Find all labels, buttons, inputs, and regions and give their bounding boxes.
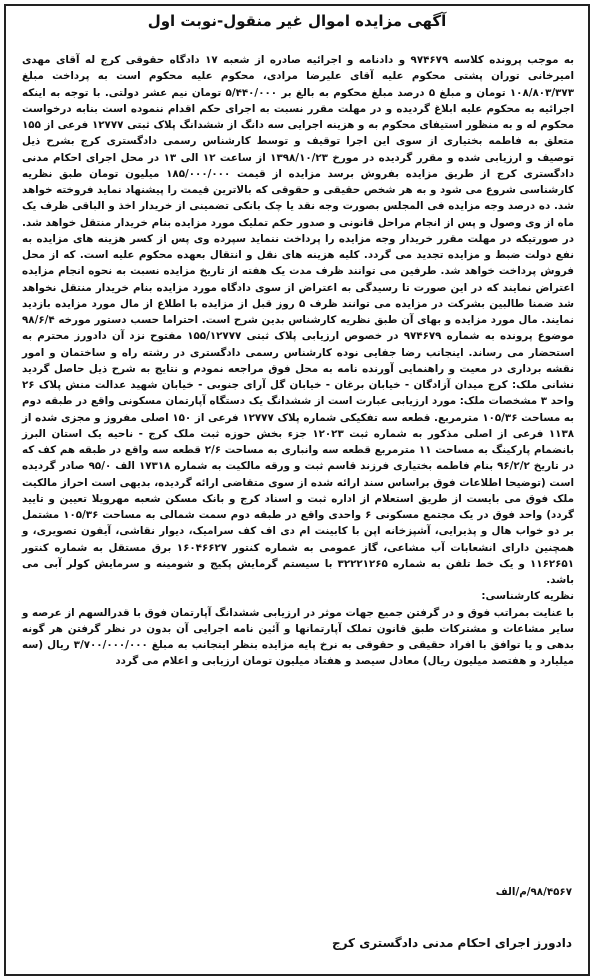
notice-reference-number: ۹۸/۴۵۶۷/م/الف bbox=[495, 886, 572, 898]
notice-title: آگهی مزایده اموال غیر منقول-نوبت اول bbox=[147, 12, 447, 30]
notice-body bbox=[22, 52, 574, 670]
notice-main-paragraph: به موجب پرونده کلاسه ۹۷۴۶۷۹ و دادنامه و اجرائیه صادره از شعبه ۱۷ دادگاه حقوقی کرج له آقای مهدی امیرخانی توران پشتی محکوم علیه آقای علیرضا مرادی، محکوم علیه محکوم است به پرداخت مبلغ ۱۰۸/۸۰۳/۳۷۳ تومان و مبلغ ۵ درصد مبلغ محکوم به بالغ بر ۵/۴۴۰/۰۰۰ تومان نیم عشر دولتی. با توجه به اینکه اجرائیه به محکوم علیه ابلاغ گردیده و در مهلت مقرر نسبت به اجرای حکم اقدام ننموده است بنابه درخواست محکوم له و به منظور استیفای محکوم به و هزینه اجرایی سه دانگ از ششدانگ پلاک ثبتی ۱۲۷۷۷ فرعی از ۱۵۵ متعلق به فاطمه بختیاری از سوی این اجرا توقیف و توسط کارشناس رسمی دادگستری کرج بشرح ذیل توصیف و ارزیابی شده و مقرر گردیده در مورخ ۱۳۹۸/۱۰/۲۳ از ساعت ۱۲ الی ۱۳ در محل اجرای احکام مدنی دادگستری کرج از طریق مزایده بفروش برسد مزایده از قیمت ۱۸۵/۰۰۰/۰۰۰ میلیون تومان طبق نظریه کارشناسی شروع می شود و به هر شخص حقیقی و حقوقی که بالاترین قیمت را پیشنهاد نماید فروخته خواهد شد. ده درصد وجه مزایده فی المجلس بصورت وجه نقد یا چک بانکی تضمینی از خریدار اخذ و الباقی ظرف یک ماه از وی وصول و پس از انجام مراحل قانونی و صدور حکم تملیک مورد مزایده بنام خریدار منتقل خواهد شد. در صورتیکه در مهلت مقرر خریدار وجه مزایده را پرداخت ننماید سپرده وی پس از کسر هزینه های مزایده به نفع دولت ضبط و مزایده تجدید می گردد. کلیه هزینه های نقل و انتقال بعهده محکوم علیه است. که از محل فروش پرداخت خواهد شد. طرفین می توانند ظرف مدت یک هفته از تاریخ مزایده نسبت به نحوه انجام مزایده اعتراض نمایند که در این صورت تا رسیدگی به اعتراض از سوی دادگاه مورد مزایده بنام خریدار منتقل نخواهد شد ضمنا طالبین بشرکت در مزایده می توانند ظرف ۵ روز قبل از مزایده با اطلاع از مال مورد مزایده بازدید نمایند. مال مورد مزایده و بهای آن طبق نظریه کارشناس بدین شرح است. احتراما حسب دستور مورخه ۹۸/۶/۴ موضوع پرونده به شماره ۹۷۴۶۷۹ در خصوص ارزیابی پلاک ثبتی ۱۵۵/۱۲۷۷۷ مفتوح نزد آن دادورز محترم به استحضار می رساند. اینجانب رضا جفایی نوده کارشناس رسمی دادگستری در رشته راه و ساختمان و امور نقشه برداری در معیت و راهنمایی آورنده نامه به محل فوق مراجعه نمودم و نتایج به شرح ذیل حاصل گردید نشانی ملک: کرج میدان آزادگان - خیابان برغان - خیابان گل آرای جنوبی - خیابان شهید عدالت منش پلاک ۲۶ واحد ۳ مشخصات ملک: مورد ارزیابی عبارت است از ششدانگ یک دستگاه آپارتمان مسکونی واقع در طبقه دوم به مساحت ۱۰۵/۳۶ مترمربع. قطعه سه تفکیکی شماره پلاک ۱۲۷۷۷ فرعی از ۱۵۰ اصلی مفروز و مجزی شده از ۱۱۳۸ فرعی از اصلی مذکور به شماره ثبت ۱۲۰۲۳ جزء بخش حوزه ثبت ملک کرج - ناحیه یک استان البرز بانضمام پارکینگ به مساحت ۱۱ مترمربع قطعه سه وانباری به مساحت ۲/۶ قطعه سه واقع در طبقه هم کف که در تاریخ ۹۶/۲/۲ بنام فاطمه بختیاری فرزند قاسم ثبت و ورقه مالکیت به شماره ۱۷۳۱۸ الف ۹۵/۰ صادر گردیده است (توضیحا اطلاعات فوق براساس سند ارائه شده از سوی متقاضی ارائه گردیده، بدیهی است احراز مالکیت ملک فوق می بایست از طریق استعلام از اداره ثبت و اسناد کرج و بانک مسکن شعبه مهرویلا تعیین و تایید گردد) واحد فوق در یک مجتمع مسکونی ۶ واحدی واقع در طبقه دوم سمت شمالی به مساحت ۱۰۵/۳۶ مشتمل بر دو خواب هال و پذیرایی، آشپزخانه اپن با کابینت ام دی اف کف سرامیک، دیوار نقاشی، آیفون تصویری، و همچنین دارای انشعابات آب مشاعی، گاز عمومی به شماره کنتور ۱۶۰۴۶۶۲۷ برق مستقل به شماره کنتور ۱۱۶۲۶۵۱ و یک خط تلفن به شماره ۳۲۲۲۱۲۶۵ با سیستم گرمایش پکیج و شومینه و سرمایش کولر آبی می باشد. bbox=[22, 54, 575, 586]
expert-opinion-paragraph: با عنایت بمراتب فوق و در گرفتن جمیع جهات موثر در ارزیابی ششدانگ آپارتمان فوق با قدرالسهم از عرصه و سایر مشاعات و مشترکات طبق قانون تملک آپارتمانها و آئین نامه اجرایی آن بدون در نظر گرفتن هر گونه بدهی و یا توافق با افراد حقیقی و حقوقی به نرخ پایه مزایده بنظر اینجانب به مبلغ ۳/۷۰۰/۰۰۰/۰۰۰ ریال (سه میلیارد و هفتصد میلیون ریال) معادل سیصد و هفتاد میلیون تومان ارزیابی و اعلام می گردد bbox=[22, 606, 574, 668]
notice-signature: دادورز اجرای احکام مدنی دادگستری کرج bbox=[331, 936, 572, 950]
expert-opinion-heading: نظریه کارشناسی: bbox=[481, 590, 574, 603]
notice-frame bbox=[4, 4, 590, 976]
